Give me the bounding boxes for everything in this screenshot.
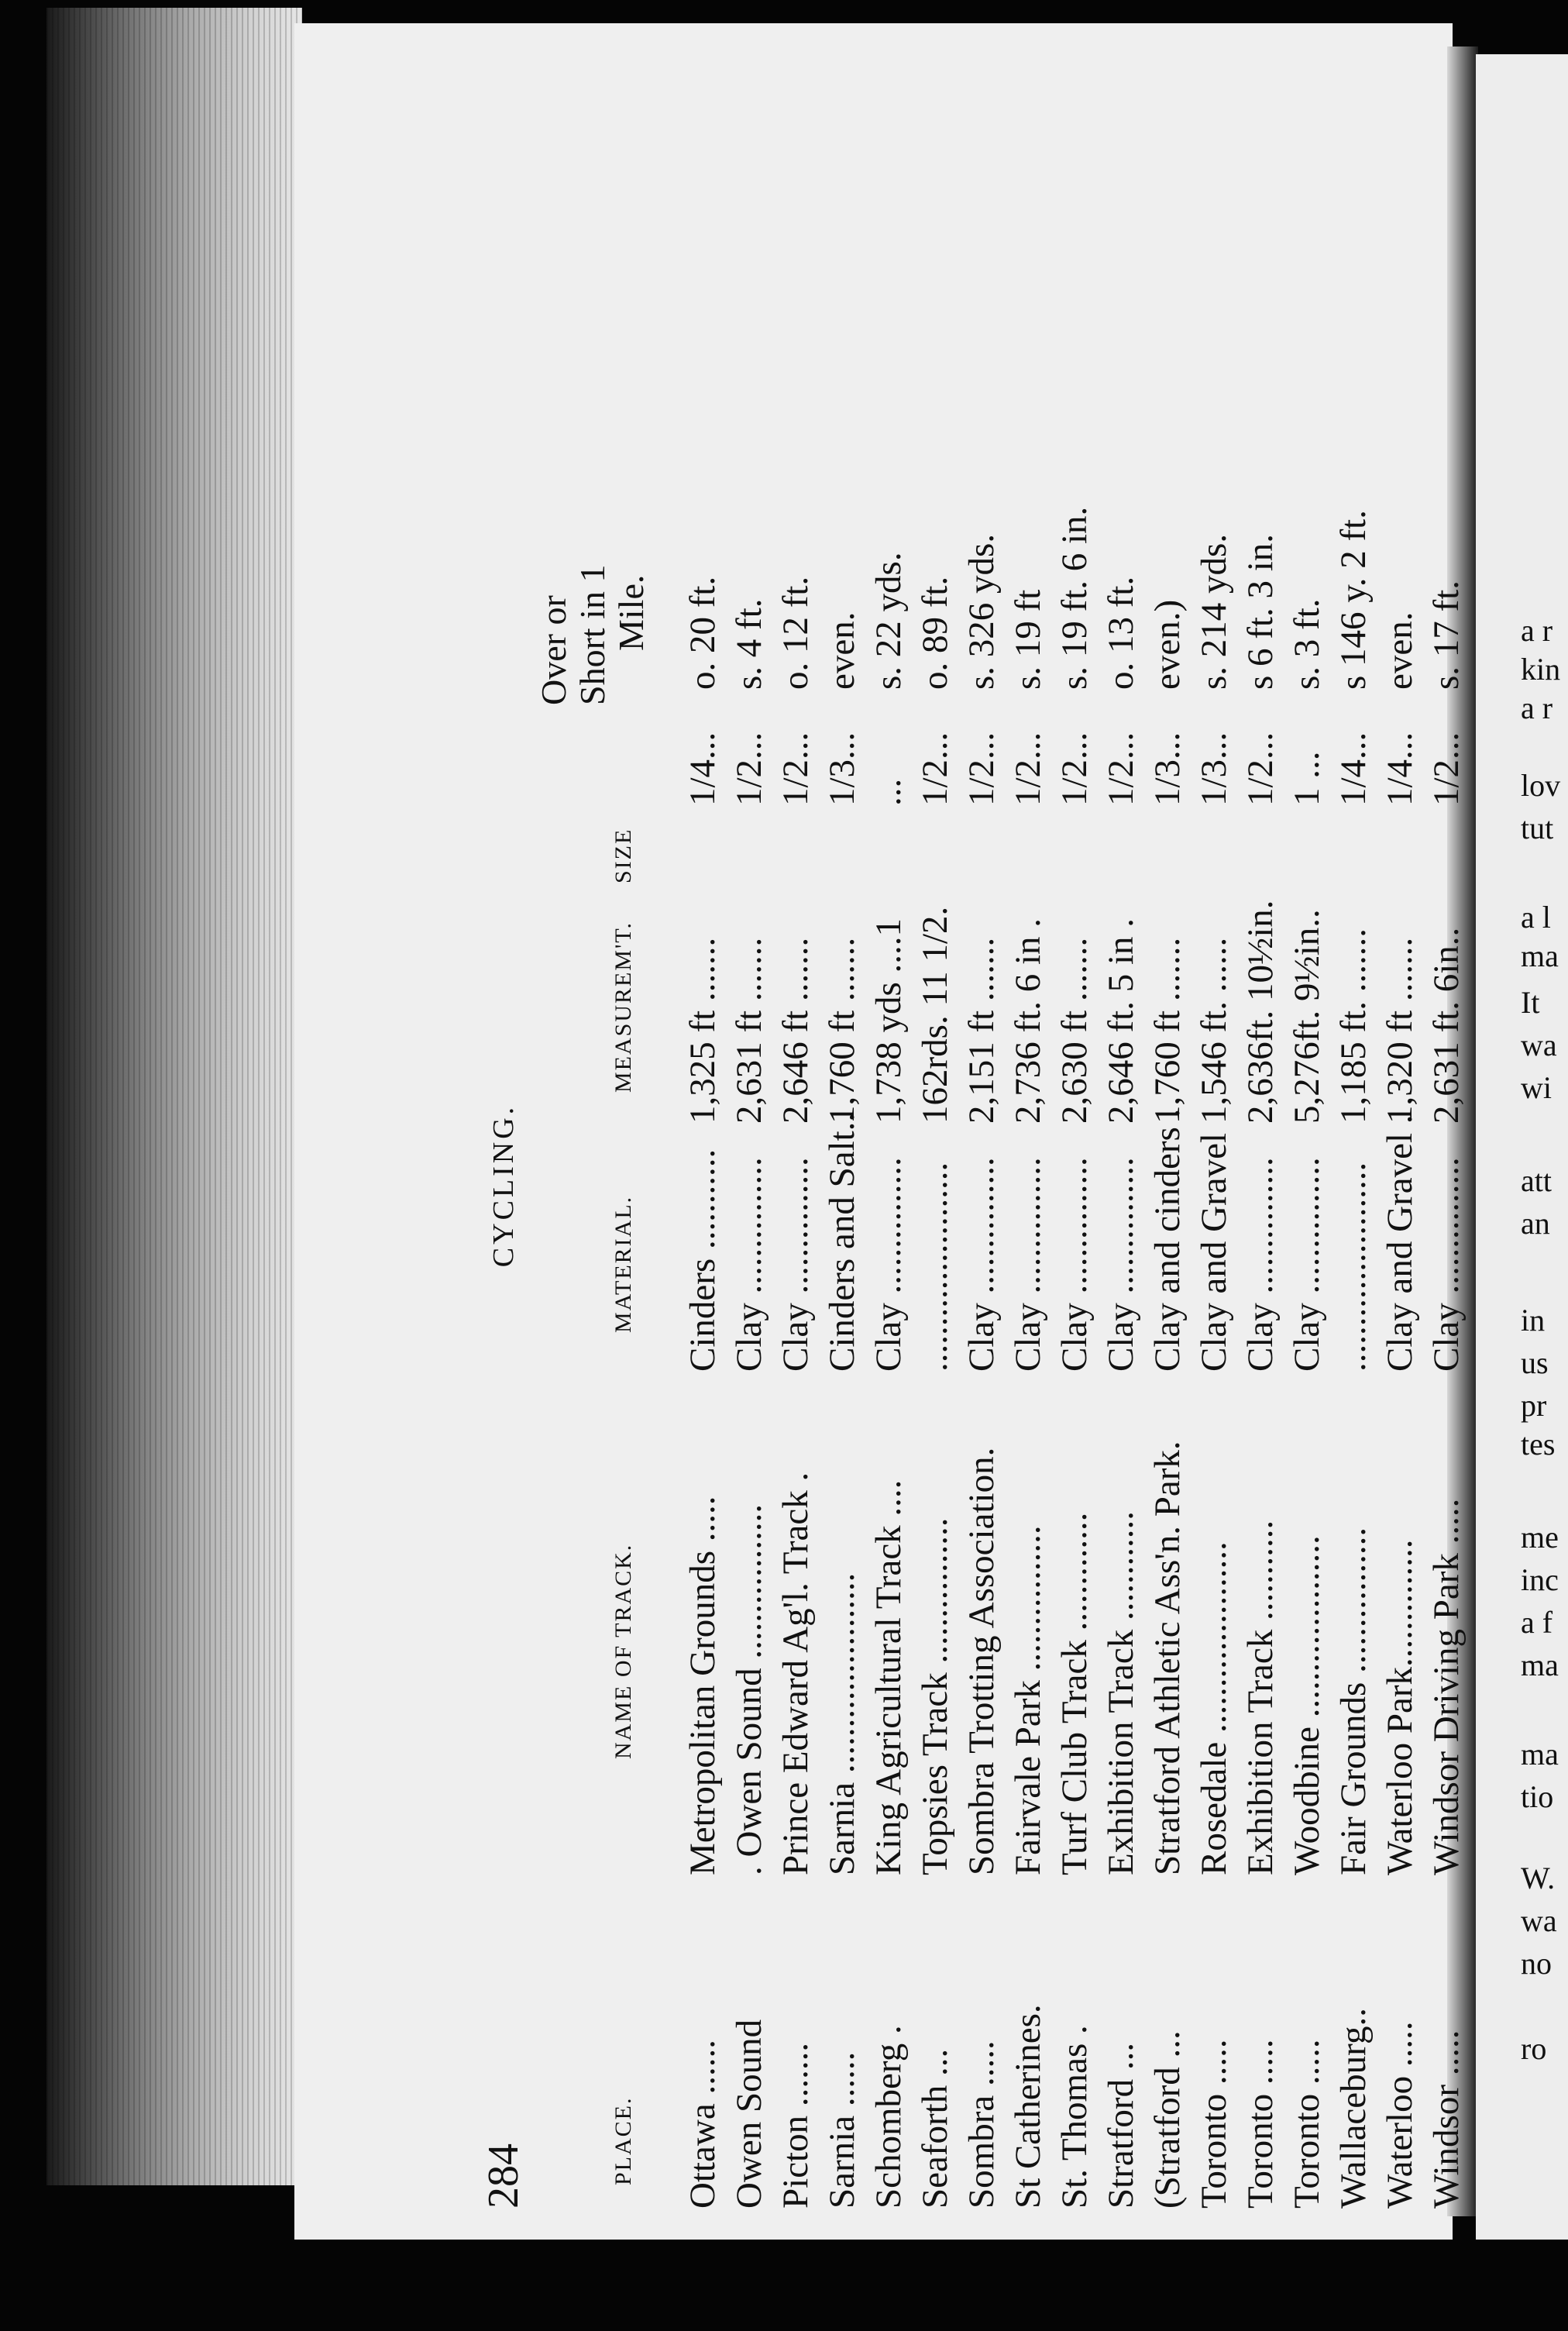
size-cell: 1/2...: [1426, 732, 1467, 806]
track-name-cell: Fairvale Park ................: [1008, 1525, 1048, 1875]
place-cell: (Stratford ...: [1147, 2030, 1188, 2209]
place-cell: Toronto .....: [1240, 2039, 1281, 2209]
table-row: [868, 147, 913, 2224]
material-cell: Clay ...............: [1101, 1157, 1141, 1372]
place-cell: Picton .......: [775, 2042, 816, 2209]
over-short-line-2: Short in 1: [573, 564, 612, 705]
table-row: [682, 147, 727, 2224]
next-page-text: no: [1521, 1946, 1552, 1981]
next-page-text: a r: [1521, 690, 1553, 725]
measurement-cell: 1,320 ft .......: [1380, 937, 1420, 1124]
measurement-cell: 2,736 ft. 6 in .: [1008, 918, 1048, 1124]
measurement-cell: 1,546 ft. ......: [1194, 937, 1234, 1124]
page-header: [479, 147, 548, 2224]
track-name-cell: Rosedale .....................: [1194, 1541, 1234, 1875]
next-page-text: W.: [1521, 1861, 1556, 1895]
table-row: [821, 147, 866, 2224]
size-cell: 1/2...: [1008, 732, 1048, 806]
next-page-text: in: [1521, 1303, 1546, 1338]
next-page-text: inc: [1521, 1562, 1559, 1597]
next-page-text: It: [1521, 985, 1540, 1020]
over-short-cell: even.: [822, 611, 862, 690]
material-cell: Clay ...............: [1008, 1157, 1048, 1372]
track-name-cell: Exhibition Track ...........: [1240, 1520, 1281, 1875]
track-name-cell: Stratford Athletic Ass'n. Park.: [1147, 1441, 1188, 1875]
track-name-cell: Prince Edward Ag'l. Track .: [775, 1472, 816, 1875]
track-name-cell: Waterloo Park..............: [1380, 1539, 1420, 1875]
next-page-text: kin: [1521, 652, 1561, 687]
next-page-text: tes: [1521, 1427, 1556, 1462]
column-header-over-short: [535, 565, 651, 705]
table-row: [1286, 147, 1331, 2224]
size-cell: 1 ...: [1287, 751, 1327, 806]
material-cell: Clay and Gravel .: [1380, 1114, 1420, 1372]
column-header-material: MATERIAL.: [610, 1195, 636, 1333]
over-short-cell: s. 326 yds.: [961, 533, 1002, 690]
next-page-text: ma: [1521, 1737, 1559, 1771]
over-short-cell: s. 4 ft.: [729, 598, 769, 690]
material-cell: Clay and Gravel: [1194, 1132, 1234, 1372]
measurement-cell: 162rds. 11 1/2.: [915, 906, 955, 1124]
track-name-cell: Woodbine ....................: [1287, 1535, 1327, 1875]
track-name-cell: Turf Club Track .............: [1054, 1512, 1095, 1875]
column-header-measurement: MEASUREM'T.: [610, 921, 636, 1093]
material-cell: Cinders ...........: [683, 1148, 723, 1372]
measurement-cell: 1,760 ft .......: [1147, 937, 1188, 1124]
size-cell: 1/4...: [1333, 732, 1374, 806]
place-cell: Stratford ...: [1101, 2042, 1141, 2209]
next-page-text: us: [1521, 1345, 1549, 1380]
over-short-cell: s. 17 ft.: [1426, 580, 1467, 690]
size-cell: 1/2...: [1101, 732, 1141, 806]
table-row: [1054, 147, 1099, 2224]
table-row: [1240, 147, 1284, 2224]
table-row: [1147, 147, 1191, 2224]
place-cell: Sarnia ......: [822, 2051, 862, 2209]
over-short-cell: s 146 y. 2 ft.: [1333, 510, 1374, 690]
over-short-cell: s. 3 ft.: [1287, 598, 1327, 690]
page-number: 284: [480, 2143, 528, 2209]
place-cell: Wallaceburg..: [1333, 2008, 1374, 2209]
table-row: [961, 147, 1006, 2224]
next-page-text: att: [1521, 1163, 1552, 1198]
material-cell: Clay ...............: [1287, 1157, 1327, 1372]
material-cell: Cinders and Salt..: [822, 1112, 862, 1372]
measurement-cell: 2,630 ft .......: [1054, 937, 1095, 1124]
next-page-text: a l: [1521, 900, 1551, 935]
material-cell: Clay ...............: [868, 1157, 909, 1372]
next-page-text: wa: [1521, 1028, 1557, 1062]
next-page-text: tut: [1521, 811, 1554, 845]
place-cell: Sombra .....: [961, 2040, 1002, 2209]
running-head: CYCLING.: [487, 1104, 520, 1268]
next-page-text: an: [1521, 1206, 1550, 1241]
next-page-text: ma: [1521, 938, 1559, 973]
material-cell: Clay ...............: [961, 1157, 1002, 1372]
material-cell: Clay ...............: [1426, 1157, 1467, 1372]
table-row: [1007, 147, 1052, 2224]
place-cell: Seaforth ...: [915, 2048, 955, 2209]
track-name-cell: Topsies Track ................: [915, 1517, 955, 1875]
measurement-cell: 1,325 ft .......: [683, 937, 723, 1124]
column-header-name: NAME OF TRACK.: [610, 1543, 636, 1759]
place-cell: Toronto .....: [1287, 2039, 1327, 2209]
place-cell: Windsor .....: [1426, 2030, 1467, 2209]
place-cell: Ottawa ......: [683, 2040, 723, 2209]
over-short-cell: o. 12 ft.: [775, 576, 816, 690]
table-row: [1100, 147, 1145, 2224]
over-short-cell: s. 19 ft: [1008, 589, 1048, 690]
page-edge: [46, 8, 302, 2185]
table-row: [1193, 147, 1238, 2224]
material-cell: Clay ...............: [1054, 1157, 1095, 1372]
size-cell: 1/3...: [1194, 732, 1234, 806]
size-cell: 1/4...: [1380, 732, 1420, 806]
track-name-cell: Fair Grounds ................: [1333, 1527, 1374, 1875]
over-short-cell: s 6 ft. 3 in.: [1240, 533, 1281, 690]
over-short-cell: o. 20 ft.: [683, 576, 723, 690]
size-cell: 1/2...: [1054, 732, 1095, 806]
track-name-cell: Metropolitan Grounds .....: [683, 1496, 723, 1875]
table-row: [775, 147, 820, 2224]
over-short-line-1: Over or: [534, 595, 573, 705]
over-short-cell: o. 13 ft.: [1101, 576, 1141, 690]
track-name-cell: Windsor Driving Park .....: [1426, 1498, 1467, 1875]
measurement-cell: 2,631 ft. 6in..: [1426, 927, 1467, 1124]
over-short-cell: o. 89 ft.: [915, 576, 955, 690]
size-cell: 1/2...: [1240, 732, 1281, 806]
next-page-text: lov: [1521, 768, 1561, 803]
rotated-table-block: [479, 147, 1548, 2224]
size-cell: 1/4...: [683, 732, 723, 806]
track-name-cell: . Owen Sound .................: [729, 1503, 769, 1875]
material-cell: Clay and cinders .: [1147, 1108, 1188, 1372]
table-row: [914, 147, 959, 2224]
table-row: [1379, 147, 1424, 2224]
over-short-cell: s. 214 yds.: [1194, 533, 1234, 690]
table-row: [1425, 147, 1470, 2224]
place-cell: St. Thomas .: [1054, 2025, 1095, 2209]
over-short-line-3: Mile.: [611, 574, 651, 651]
measurement-cell: 2,151 ft .......: [961, 937, 1002, 1124]
material-cell: Clay ...............: [729, 1157, 769, 1372]
measurement-cell: 2,636ft. 10½in.: [1240, 900, 1281, 1124]
next-page-text: a f: [1521, 1605, 1553, 1640]
next-page-text: ma: [1521, 1648, 1559, 1682]
size-cell: 1/2...: [915, 732, 955, 806]
next-page-text: wa: [1521, 1903, 1557, 1938]
table-row: [1332, 147, 1377, 2224]
next-page-text: pr: [1521, 1388, 1547, 1423]
material-cell: .......................: [915, 1162, 955, 1372]
place-cell: Toronto .....: [1194, 2039, 1234, 2209]
track-name-cell: Sombra Trotting Association.: [961, 1447, 1002, 1875]
track-name-cell: Exhibition Track ............: [1101, 1510, 1141, 1875]
material-cell: .......................: [1333, 1162, 1374, 1372]
size-cell: 1/2...: [961, 732, 1002, 806]
place-cell: St Catherines.: [1008, 2004, 1048, 2209]
size-cell: 1/3...: [1147, 732, 1188, 806]
track-name-cell: King Agricultural Track ....: [868, 1479, 909, 1875]
measurement-cell: 2,646 ft .......: [775, 937, 816, 1124]
material-cell: Clay ...............: [1240, 1157, 1281, 1372]
measurement-cell: 5,276ft. 9½in..: [1287, 909, 1327, 1124]
over-short-cell: s. 22 yds.: [868, 552, 909, 690]
measurement-cell: 2,646 ft. 5 in .: [1101, 918, 1141, 1124]
column-header-size: SIZE: [610, 828, 636, 883]
size-cell: 1/3...: [822, 732, 862, 806]
place-cell: Waterloo .....: [1380, 2021, 1420, 2209]
next-page-text: me: [1521, 1520, 1559, 1555]
over-short-cell: s. 19 ft. 6 in.: [1054, 506, 1095, 690]
size-cell: 1/2...: [775, 732, 816, 806]
measurement-cell: 1,760 ft .......: [822, 937, 862, 1124]
measurement-cell: 1,185 ft. .......: [1333, 928, 1374, 1124]
over-short-cell: even.): [1147, 599, 1188, 690]
place-cell: Schomberg .: [868, 2025, 909, 2209]
column-header-place: PLACE.: [610, 2096, 636, 2185]
material-cell: Clay ...............: [775, 1157, 816, 1372]
table-row: [728, 147, 773, 2224]
size-cell: ...: [868, 778, 909, 806]
next-page-text: a r: [1521, 613, 1553, 648]
next-page-text: tio: [1521, 1779, 1554, 1814]
size-cell: 1/2...: [729, 732, 769, 806]
track-name-cell: Sarnia ......................: [822, 1572, 862, 1875]
next-page-text: wi: [1521, 1070, 1552, 1105]
next-page-text: ro: [1521, 2031, 1547, 2066]
place-cell: Owen Sound: [729, 2019, 769, 2209]
over-short-cell: even.: [1380, 611, 1420, 690]
measurement-cell: 1,738 yds ....1: [868, 918, 909, 1124]
measurement-cell: 2,631 ft .......: [729, 937, 769, 1124]
